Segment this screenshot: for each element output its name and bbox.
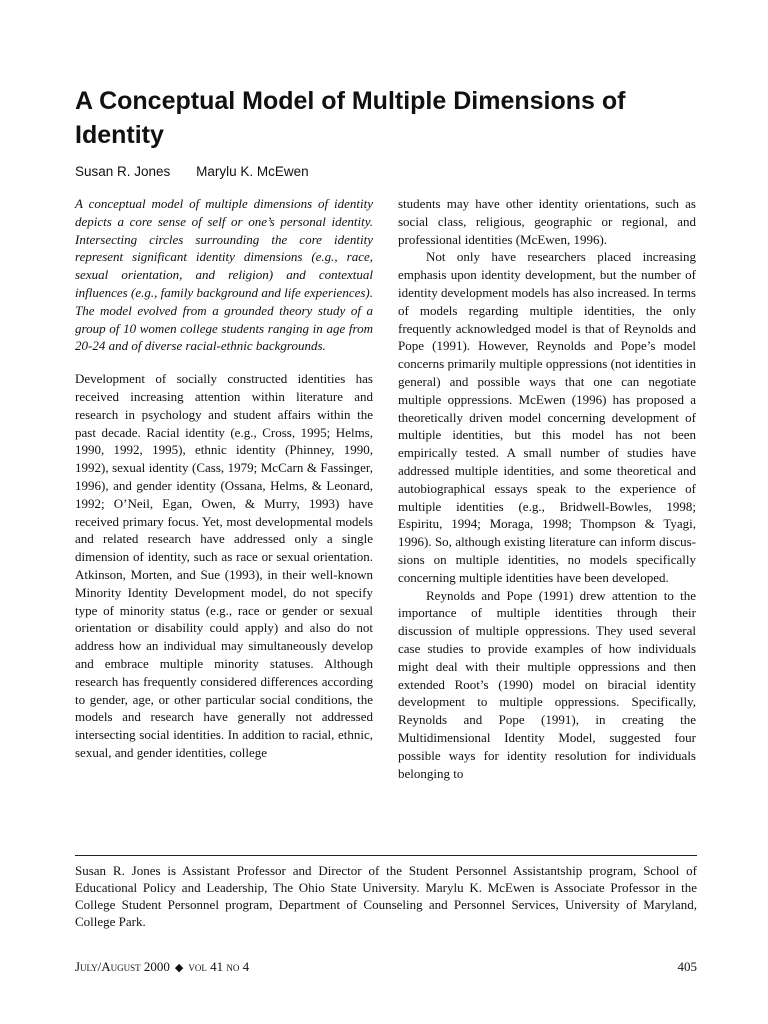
body-paragraph: students may have other identity orientations, such as social class, religious, geographic or regional, and professional identities (McEwen, 1996). bbox=[398, 196, 696, 247]
body-paragraph: Development of socially constructed identities has received increasing attention within literature and research in psychology and student affairs within the past decade. Racial identity (e.g., Cross, 1995; Helms, 1990, 1992, 1995), ethnic identity (Phinney, 1990, 1992), sexual identity (Cass, 1979; McCarn & Fassinger, 1996), and gender identity (Ossana, Helms, & Leonard, 1992; O’Neil, Egan, Owen, & Murry, 1993) have received primary focus. Yet, most developmental models and related research have addressed only a single dimension of identity, such as race or sexual orientation. Atkinson, Morten, and Sue (1993), in their well-known Minority Identity Development model, do not specify type of minority status (e.g., race or gender or sexual orientation or disability could apply) and also do not address how an individual may simultaneously develop and embrace multiple minority statuses. Although research has frequently considered differences according to gender, age, or other particular social conditions, the models and research have generally not addressed intersecting social identities. In addition to racial, ethnic, sexual, and gender identities, college bbox=[75, 371, 373, 760]
author-name: Susan R. Jones bbox=[75, 164, 171, 179]
issue-date: July/August 2000 bbox=[75, 959, 170, 974]
volume-number: vol 41 no 4 bbox=[188, 959, 250, 974]
author-list bbox=[75, 163, 309, 181]
footnote-divider bbox=[75, 855, 697, 856]
page-number: 405 bbox=[677, 959, 697, 974]
body-paragraph: Not only have researchers placed increasing emphasis upon identity development, but the number of identity development models has also increased. In terms of models regarding multiple identities, the only frequently acknowledged model is that of Reynolds and Pope (1991). However, Reynolds and Pope’s model concerns primarily multiple oppressions (not identities in general) and possible ways that one can negotiate multiple oppressions. McEwen (1996) has proposed a theoretically driven model concerning development of multiple identities, but this model has not been empirically tested. A small number of studies have addressed multiple identities, and some theoretical and autobiographical essays speak to the experience of multiple identities (e.g., Bridwell-Bowles, 1998; Espiritu, 1994; Moraga, 1998; Thompson & Tyagi, 1996). So, although existing literature can inform discussions on multiple identities, no models specifically concerning multiple identities have been developed. bbox=[398, 249, 696, 585]
article-title: A Conceptual Model of Multiple Dimensions of Identity bbox=[75, 87, 626, 149]
page-footer bbox=[75, 958, 697, 976]
abstract: A conceptual model of multiple dimensions of identity depicts a core sense of self or one’s personal identity. Intersecting circles surrounding the core identity represent significant identity dimensions (e.g., race, sexual orientation, and religion) and contextual influences (e.g., family background and life experiences). The model evolved from a grounded theory study of a group of 10 women college students ranging in age from 20-24 and of diverse racial-ethnic backgrounds. bbox=[75, 196, 373, 354]
diamond-separator-icon: ◆ bbox=[174, 961, 184, 974]
author-name: Marylu K. McEwen bbox=[196, 164, 309, 179]
right-column bbox=[398, 195, 696, 782]
body-paragraph: Reynolds and Pope (1991) drew attention to the importance of multiple identities through their discussion of multiple oppressions. They used several case studies to provide examples of how individuals might deal with their multiple oppressions and then extended Root’s (1990) model on biracial identity development to multiple oppressions. Specifically, Reynolds and Pope (1991), in creating the Multidimensional Identity Model, suggested four possible ways for identity resolution for individuals belonging to bbox=[398, 587, 696, 781]
author-footnote: Susan R. Jones is Assistant Professor and Director of the Student Personnel Assistantship program, School of Educational Policy and Leadership, The Ohio State University. Marylu K. McEwen is Associate Professor in the College Student Personnel program, Department of Counseling and Personnel Services, University of Maryland, College Park. bbox=[75, 863, 697, 929]
left-column bbox=[75, 195, 373, 762]
